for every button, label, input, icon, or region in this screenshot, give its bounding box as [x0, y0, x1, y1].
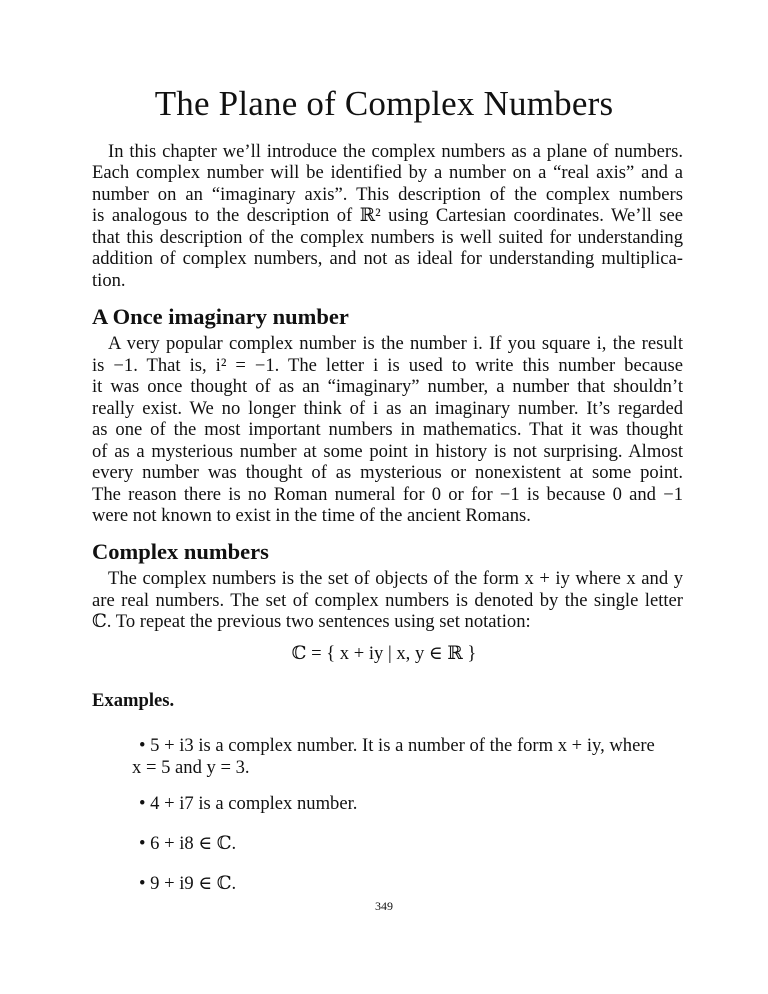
intro-line: tion. [92, 270, 126, 291]
body-line: ℂ. To repeat the previous two sentences using set notation: [92, 611, 531, 632]
body-line: really exist. We no longer think of i as an imaginary number. It’s regarded [92, 398, 683, 419]
body-line: it was once thought of as an “imaginary” number, a number that shouldn’t [92, 376, 683, 397]
body-line: A very popular complex number is the number i. If you square i, the result [108, 333, 683, 354]
examples-heading: Examples. [92, 690, 175, 711]
example-item: • 5 + i3 is a complex number. It is a number of the form x + iy, where [139, 735, 655, 756]
body-line: every number was thought of as mysterious or nonexistent at some point. [92, 462, 683, 483]
example-item-continuation: x = 5 and y = 3. [132, 757, 250, 778]
intro-line: number on an “imaginary axis”. This description of the complex numbers [92, 184, 683, 205]
example-item: • 9 + i9 ∈ ℂ. [139, 873, 237, 894]
body-line: The reason there is no Roman numeral for 0 or for −1 is because 0 and −1 [92, 484, 683, 505]
section-heading-imaginary: A Once imaginary number [92, 304, 349, 329]
page-title: The Plane of Complex Numbers [154, 84, 614, 123]
intro-line: Each complex number will be identified by a number on a “real axis” and a [92, 162, 683, 183]
intro-line: that this description of the complex numbers is well suited for understanding [92, 227, 683, 248]
body-line: of as a mysterious number at some point in history is not surprising. Almost [92, 441, 683, 462]
body-line: as one of the most important numbers in mathematics. That it was thought [92, 419, 683, 440]
page-number: 349 [375, 899, 393, 913]
body-line: is −1. That is, i² = −1. The letter i is used to write this number because [92, 355, 683, 376]
body-line: are real numbers. The set of complex numbers is denoted by the single letter [92, 590, 683, 611]
section-heading-complex: Complex numbers [92, 539, 269, 564]
intro-line: is analogous to the description of ℝ² using Cartesian coordinates. We’ll see [92, 205, 683, 226]
intro-line: addition of complex numbers, and not as ideal for understanding multiplica- [92, 248, 683, 269]
intro-line: In this chapter we’ll introduce the complex numbers as a plane of numbers. [108, 141, 683, 162]
example-item: • 4 + i7 is a complex number. [139, 793, 358, 814]
example-item: • 6 + i8 ∈ ℂ. [139, 833, 237, 854]
body-line: were not known to exist in the time of the ancient Romans. [92, 505, 531, 526]
body-line: The complex numbers is the set of objects of the form x + iy where x and y [108, 568, 683, 589]
set-notation-equation: ℂ = { x + iy | x, y ∈ ℝ } [291, 643, 477, 664]
